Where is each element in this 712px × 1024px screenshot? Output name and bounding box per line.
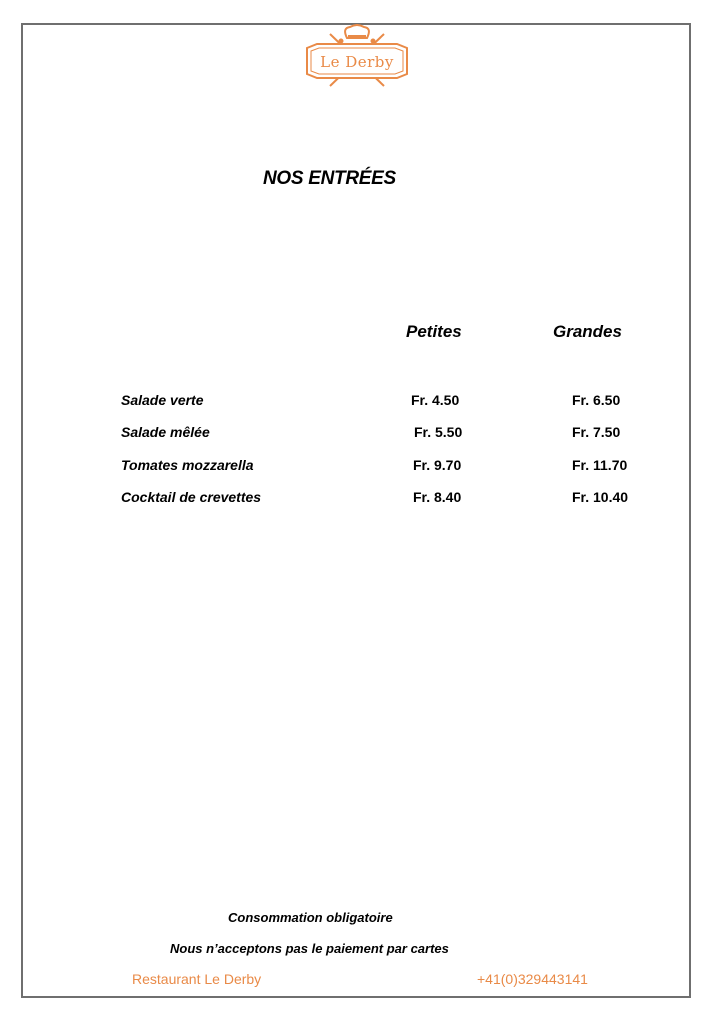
column-header-small: Petites (406, 322, 462, 341)
menu-row (0, 424, 712, 456)
price-large: Fr. 11.70 (572, 456, 628, 473)
footer-restaurant-name: Restaurant Le Derby (132, 971, 262, 987)
column-header-large: Grandes (553, 322, 622, 341)
price-small: Fr. 8.40 (413, 488, 462, 505)
payment-note: Nous n’acceptons pas le paiement par cartes (170, 941, 449, 956)
menu-row (0, 457, 712, 489)
menu-row (0, 392, 712, 424)
item-name: Tomates mozzarella (121, 456, 254, 473)
item-name: Cocktail de crevettes (121, 488, 262, 505)
menu-list (0, 392, 712, 521)
logo-text: Le Derby (320, 53, 394, 71)
price-small: Fr. 4.50 (411, 392, 460, 408)
consumption-note: Consommation obligatoire (228, 910, 393, 925)
price-large: Fr. 6.50 (572, 392, 621, 408)
footer-phone: +41(0)329443141 (477, 971, 588, 987)
price-small: Fr. 9.70 (413, 456, 462, 473)
page-title: NOS ENTRÉES (263, 168, 396, 189)
price-large: Fr. 10.40 (572, 488, 629, 505)
menu-row (0, 489, 712, 521)
item-name: Salade verte (121, 392, 204, 408)
restaurant-logo (302, 24, 412, 88)
price-large: Fr. 7.50 (572, 424, 621, 441)
item-name: Salade mêlée (121, 424, 210, 441)
price-small: Fr. 5.50 (414, 424, 463, 441)
